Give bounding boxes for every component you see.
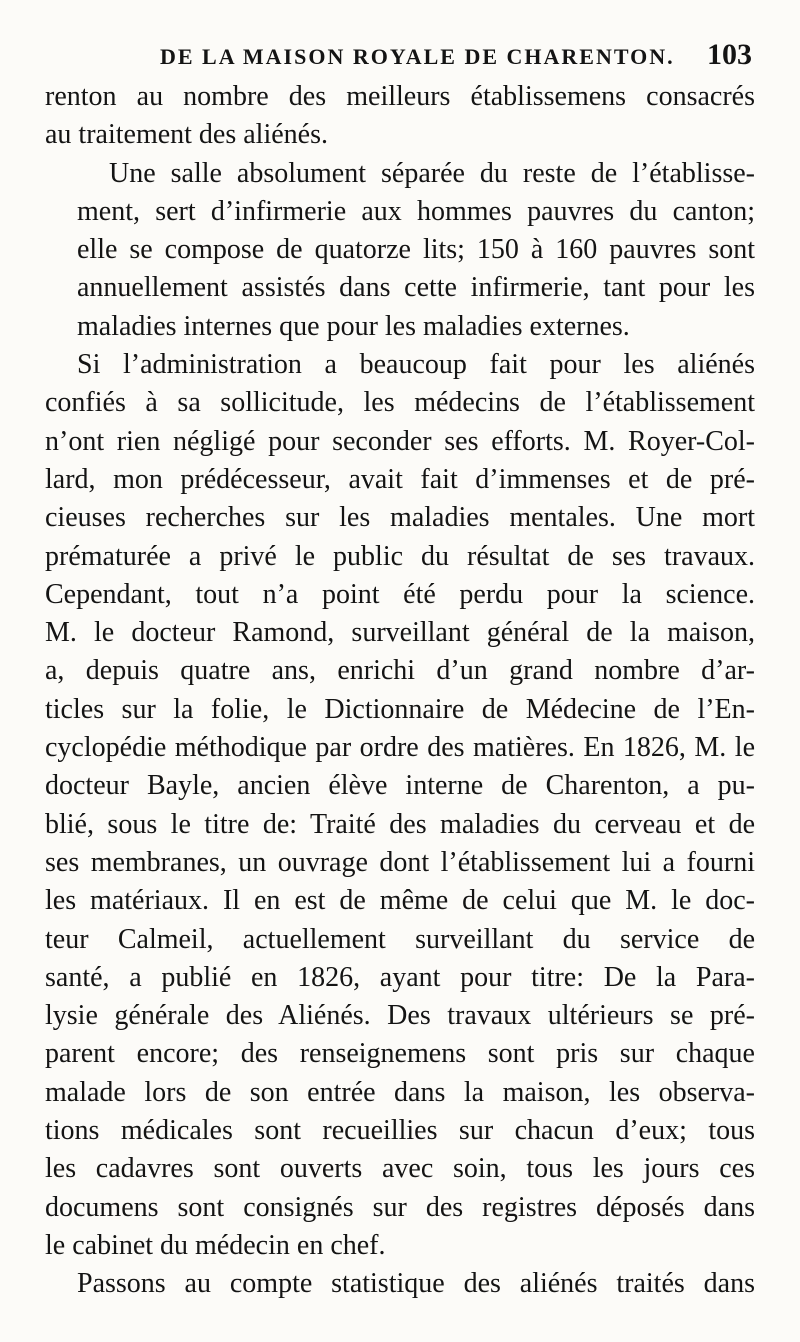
text-line: Si l’administration a beaucoup fait pour les aliénés: [77, 349, 755, 381]
text-line: lysie générale des Aliénés. Des travaux ultérieurs se pré-: [45, 1000, 755, 1032]
text-line: le cabinet du médecin en chef.: [45, 1229, 386, 1261]
text-line: les cadavres sont ouverts avec soin, tous les jours ces: [45, 1153, 755, 1185]
text-line: ses membranes, un ouvrage dont l’établissement lui a fourni: [45, 846, 755, 878]
text-line: a, depuis quatre ans, enrichi d’un grand nombre d’ar-: [45, 655, 755, 687]
text-line: n’ont rien négligé pour seconder ses efforts. M. Royer-Col-: [45, 425, 755, 457]
text-line: lard, mon prédécesseur, avait fait d’immenses et de pré-: [45, 463, 755, 495]
text-line: ticles sur la folie, le Dictionnaire de Médecine de l’En-: [45, 693, 755, 725]
paragraph-continuation: [45, 78, 755, 155]
text-line: tions médicales sont recueillies sur chacun d’eux; tous: [45, 1115, 755, 1147]
paragraph-infirmary: [45, 155, 755, 346]
text-line: confiés à sa sollicitude, les médecins de l’établissement: [45, 387, 755, 419]
text-line: prématurée a privé le public du résultat de ses travaux.: [45, 540, 755, 572]
text-line: cyclopédie méthodique par ordre des matières. En 1826, M. le: [45, 732, 755, 764]
text-line: blié, sous le titre de: Traité des maladies du cerveau et de: [45, 808, 755, 840]
text-line: maladies internes que pour les maladies externes.: [77, 310, 630, 342]
text-line: Passons au compte statistique des aliénés traités dans: [77, 1268, 755, 1300]
paragraph-statistics: [45, 1265, 755, 1303]
running-title: DE LA MAISON ROYALE DE CHARENTON.: [160, 44, 675, 69]
text-line: cieuses recherches sur les maladies mentales. Une mort: [45, 502, 755, 534]
text-line: renton au nombre des meilleurs établissemens consacrés: [45, 81, 755, 112]
text-line: M. le docteur Ramond, surveillant général de la maison,: [45, 617, 755, 649]
text-line: au traitement des aliénés.: [45, 119, 328, 151]
text-line: Cependant, tout n’a point été perdu pour la science.: [45, 578, 755, 610]
text-line: santé, a publié en 1826, ayant pour titre: De la Para-: [45, 961, 755, 993]
text-line: documens sont consignés sur des registres déposés dans: [45, 1191, 755, 1223]
paragraph-physicians: [45, 346, 755, 1265]
text-line: teur Calmeil, actuellement surveillant du service de: [45, 923, 755, 955]
text-line: malade lors de son entrée dans la maison, les observa-: [45, 1076, 755, 1108]
page-header: [45, 38, 758, 78]
text-line: elle se compose de quatorze lits; 150 à 160 pauvres sont: [77, 234, 755, 266]
body-text: [45, 78, 755, 1304]
text-line: les matériaux. Il en est de même de celui que M. le doc-: [45, 885, 755, 917]
text-line: Une salle absolument séparée du reste de l’établisse-: [109, 157, 755, 189]
text-line: annuellement assistés dans cette infirmerie, tant pour les: [77, 272, 755, 304]
text-line: ment, sert d’infirmerie aux hommes pauvres du canton;: [77, 195, 755, 227]
text-line: parent encore; des renseignemens sont pris sur chaque: [45, 1038, 755, 1070]
page-number: 103: [707, 38, 752, 71]
text-line: docteur Bayle, ancien élève interne de Charenton, a pu-: [45, 770, 755, 802]
